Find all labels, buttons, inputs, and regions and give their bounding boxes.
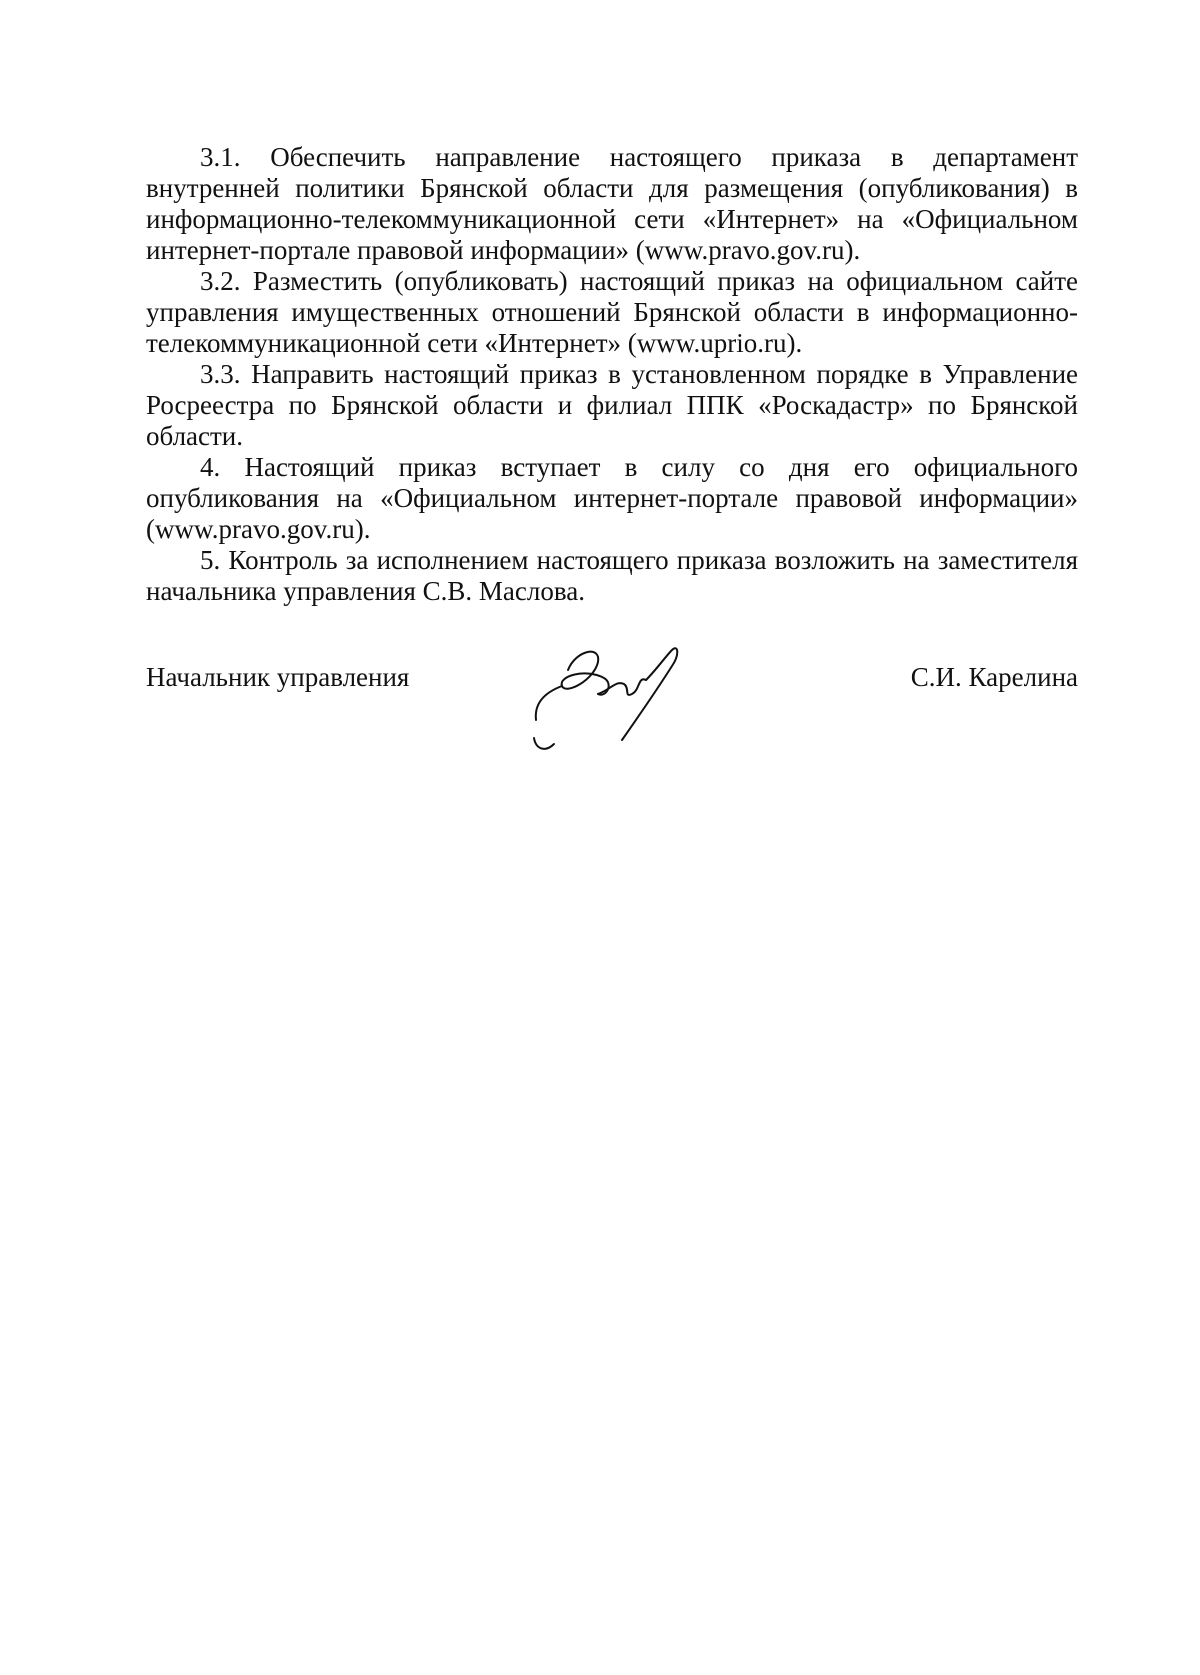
paragraph-4: 4. Настоящий приказ вступает в силу со дня его официального опубликования на «Официальном интернет-портале правовой информации» (www.pravo.gov.ru). bbox=[146, 452, 1078, 544]
paragraph-3-3: 3.3. Направить настоящий приказ в установленном порядке в Управление Росреестра по Брянской области и филиал ППК «Роскадастр» по Брянской области. bbox=[146, 359, 1078, 451]
document-body bbox=[146, 142, 1078, 607]
paragraph-3-2: 3.2. Разместить (опубликовать) настоящий приказ на официальном сайте управления имущественных отношений Брянской области в информационно-телекоммуникационной сети «Интернет» (www.uprio.ru). bbox=[146, 266, 1078, 358]
handwritten-signature bbox=[506, 640, 706, 760]
paragraph-5: 5. Контроль за исполнением настоящего приказа возложить на заместителя начальника управления С.В. Маслова. bbox=[146, 545, 1078, 606]
signatory-position: Начальник управления bbox=[146, 662, 410, 692]
paragraph-3-1: 3.1. Обеспечить направление настоящего приказа в департамент внутренней политики Брянской области для размещения (опубликования) в информационно-телекоммуникационной сети «Интернет» на «Официальном интернет-портале правовой информации» (www.pravo.gov.ru). bbox=[146, 142, 1078, 265]
signatory-name: С.И. Карелина bbox=[910, 662, 1078, 692]
signature-block bbox=[146, 640, 1078, 760]
